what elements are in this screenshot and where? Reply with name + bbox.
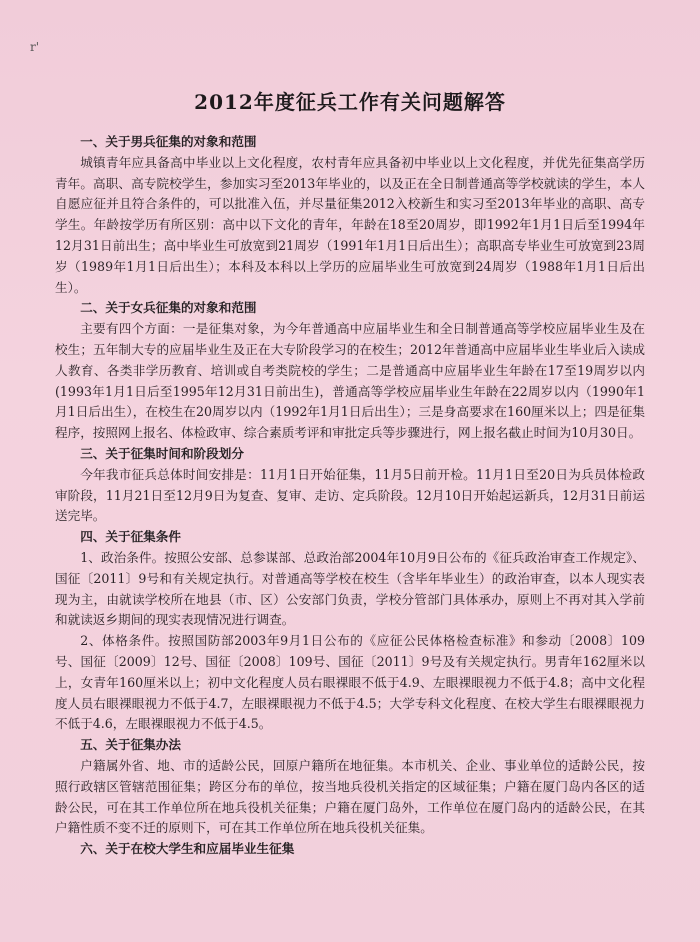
section-paragraph: 今年我市征兵总体时间安排是：11月1日开始征集，11月5日前开检。11月1日至20日为兵员体检政审阶段，11月21日至12月9日为复查、复审、走访、定兵阶段。12月10日开始起运新兵，12月31日前运送完毕。 — [55, 466, 645, 524]
section-heading: 一、关于男兵征集的对象和范围 — [80, 134, 257, 149]
document-body — [55, 132, 645, 860]
section-paragraph: 主要有四个方面：一是征集对象，为今年普通高中应届毕业生和全日制普通高等学校应届毕业生及在校生；五年制大专的应届毕业生及正在大专阶段学习的在校生；2012年普通高中应届毕业生毕业后入读成人教育、各类非学历教育、培训或自考类院校的学生；二是普通高中应届毕业生年龄在17至19周岁以内(1993年1月1日后至1995年12月31日前出生)，普通高等学校应届毕业生年龄在22周岁以内（1990年1月1日后出生），在校生在20周岁以内（1992年1月1日后出生）；三是身高要求在160厘米以上；四是征集程序，按照网上报名、体检政审、综合素质考评和审批定兵等步骤进行，网上报名截止时间为10月30日。 — [55, 321, 645, 441]
section-university-students — [55, 839, 645, 860]
section-schedule — [55, 444, 645, 527]
section-methods — [55, 735, 645, 839]
section-heading: 三、关于征集时间和阶段划分 — [80, 445, 244, 461]
section-paragraph: 户籍属外省、地、市的适龄公民，回原户籍所在地征集。本市机关、企业、事业单位的适龄公民，按照行政辖区管辖范围征集；跨区分布的单位，按当地兵役机关指定的区域征集；户籍在厦门岛内各区的适龄公民，可在其工作单位所在地兵役机关征集；户籍在厦门岛外，工作单位在厦门岛内的适龄公民，在其户籍性质不变不迁的原则下，可在其工作单位所在地兵役机关征集。 — [55, 757, 645, 836]
section-heading: 五、关于征集办法 — [80, 737, 181, 753]
section-paragraph: 城镇青年应具备高中毕业以上文化程度，农村青年应具备初中毕业以上文化程度，并优先征集高学历青年。高职、高专院校学生，参加实习至2013年毕业的，以及正在全日制普通高等学校就读的学生，本人自愿应征并且符合条件的，可以批准入伍，并尽量征集2012入校新生和实习至2013年毕业的高职、高专学生。年龄按学历有所区别：高中以下文化的青年，年龄在18至20周岁，即1992年1月1日后至1994年12月31日前出生；高中毕业生可放宽到21周岁（1991年1月1日后出生）；高职高专毕业生可放宽到23周岁（1989年1月1日后出生）；本科及本科以上学历的应届毕业生可放宽到24周岁（1988年1月1日后出生）。 — [55, 154, 645, 295]
page-title: 2012年度征兵工作有关问题解答 — [194, 90, 506, 114]
section-conditions — [55, 527, 645, 735]
section-male-recruits — [55, 132, 645, 298]
section-paragraph: 2、体格条件。按照国防部2003年9月1日公布的《应征公民体格检查标准》和参动〔2008〕109号、国征〔2009〕12号、国征〔2008〕109号、国征〔2011〕9号及有关规定执行。男青年162厘米以上，女青年160厘米以上；初中文化程度人员右眼裸眼不低于4.9、左眼裸眼视力不低于4.8；高中文化程度人员右眼裸眼视力不低于4.7，左眼裸眼视力不低于4.5；大学专科文化程度、在校大学生右眼裸眼视力不低于4.6，左眼裸眼视力不低于4.5。 — [55, 633, 645, 732]
section-heading: 二、关于女兵征集的对象和范围 — [80, 300, 257, 316]
corner-mark: r' — [30, 40, 40, 54]
section-female-recruits — [55, 298, 645, 444]
section-paragraph: 1、政治条件。按照公安部、总参谋部、总政治部2004年10月9日公布的《征兵政治审查工作规定》、国征〔2011〕9号和有关规定执行。对普通高等学校在校生（含毕年毕业生）的政治审查，以本人现实表现为主，由就读学校所在地县（市、区）公安部门负责，学校分管部门具体承办，原则上不再对其入学前和就读返乡期间的现实表现情况进行调查。 — [55, 549, 645, 628]
section-heading: 六、关于在校大学生和应届毕业生征集 — [80, 841, 295, 857]
section-heading: 四、关于征集条件 — [80, 529, 181, 545]
